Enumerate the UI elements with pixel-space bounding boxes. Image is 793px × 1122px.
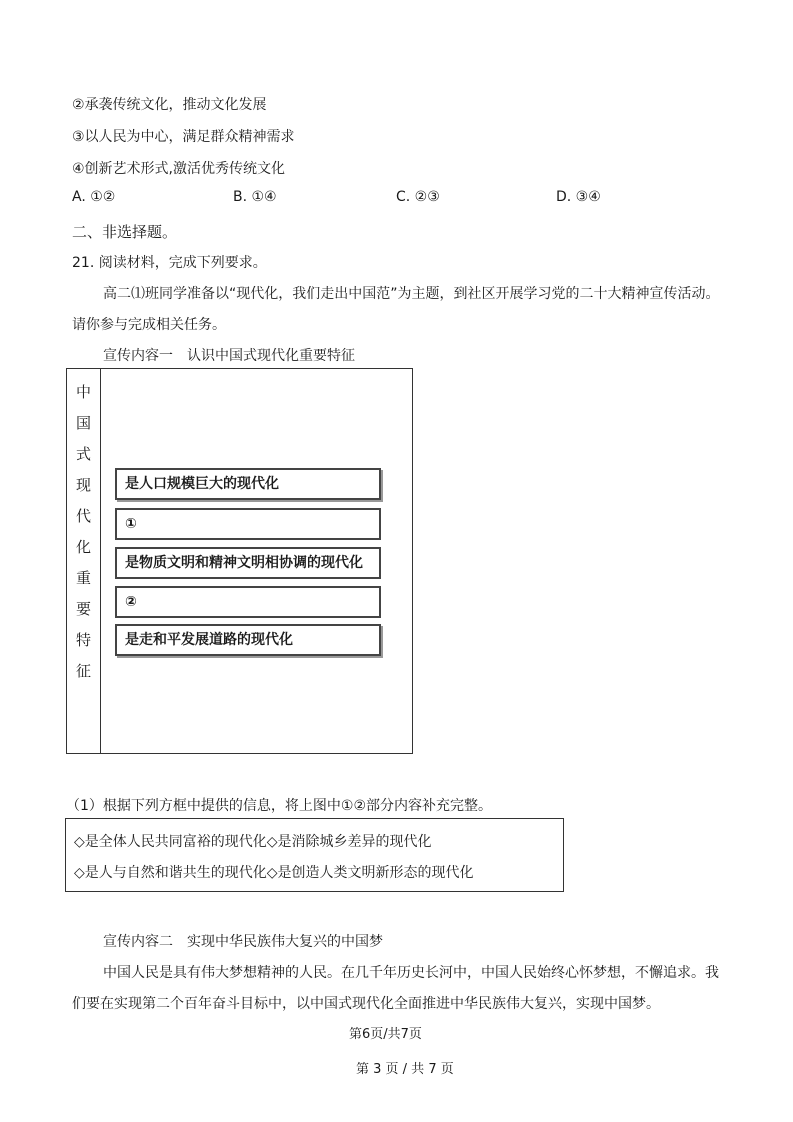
option-3-text: ③以人民为中心，满足群众精神需求 [72,129,295,145]
option-2-text: ②承袭传统文化，推动文化发展 [72,97,267,113]
info-box-line-2: ◇是人与自然和谐共生的现代化◇是创造人类文明新形态的现代化 [74,865,474,881]
diagram-vertical-label [67,377,100,687]
vertical-char: 要 [75,600,91,618]
choice-d: D. ③④ [556,189,601,205]
info-box-line-1: ◇是全体人民共同富裕的现代化◇是消除城乡差异的现代化 [74,834,432,850]
choice-c: C. ②③ [396,189,440,205]
features-diagram [66,368,413,754]
diagram-divider [100,369,101,753]
feature-box-3: 是物质文明和精神文明相协调的现代化 [115,547,381,579]
content-2-title: 宣传内容二 实现中华民族伟大复兴的中国梦 [103,934,383,950]
vertical-char: 重 [75,569,91,587]
question-21-title: 21. 阅读材料，完成下列要求。 [72,255,267,271]
section-heading: 二、非选择题。 [72,223,178,241]
vertical-char: 征 [75,662,91,680]
feature-box-blank-2: ② [115,586,381,618]
vertical-char: 特 [75,631,91,649]
vertical-char: 国 [75,414,91,432]
vertical-char: 中 [75,383,91,401]
page-footer: 第 3 页 / 共 7 页 [356,1062,454,1077]
info-box [65,818,564,892]
question-intro-line-2: 请你参与完成相关任务。 [72,317,226,333]
vertical-char: 化 [75,538,91,556]
content-1-title: 宣传内容一 认识中国式现代化重要特征 [103,348,355,364]
vertical-char: 现 [75,476,91,494]
inner-page-number: 第6页/共7页 [349,1027,422,1042]
choice-b: B. ①④ [233,189,277,205]
feature-box-blank-1: ① [115,508,381,540]
question-intro-line-1: 高二⑴班同学准备以“现代化，我们走出中国范”为主题，到社区开展学习党的二十大精神宣传活动。 [103,286,720,302]
choice-a: A. ①② [72,189,116,205]
vertical-char: 式 [75,445,91,463]
option-4-text: ④创新艺术形式,激活优秀传统文化 [72,161,286,177]
vertical-char: 代 [75,507,91,525]
content-2-paragraph-line-1: 中国人民是具有伟大梦想精神的人民。在几千年历史长河中，中国人民始终心怀梦想，不懈追求。我 [103,965,719,981]
content-2-paragraph-line-2: 们要在实现第二个百年奋斗目标中，以中国式现代化全面推进中华民族伟大复兴，实现中国梦。 [72,996,660,1012]
feature-box-1: 是人口规模巨大的现代化 [115,468,381,500]
feature-box-5: 是走和平发展道路的现代化 [115,624,381,656]
sub-question-1-prompt: （1）根据下列方框中提供的信息，将上图中①②部分内容补充完整。 [66,798,493,814]
